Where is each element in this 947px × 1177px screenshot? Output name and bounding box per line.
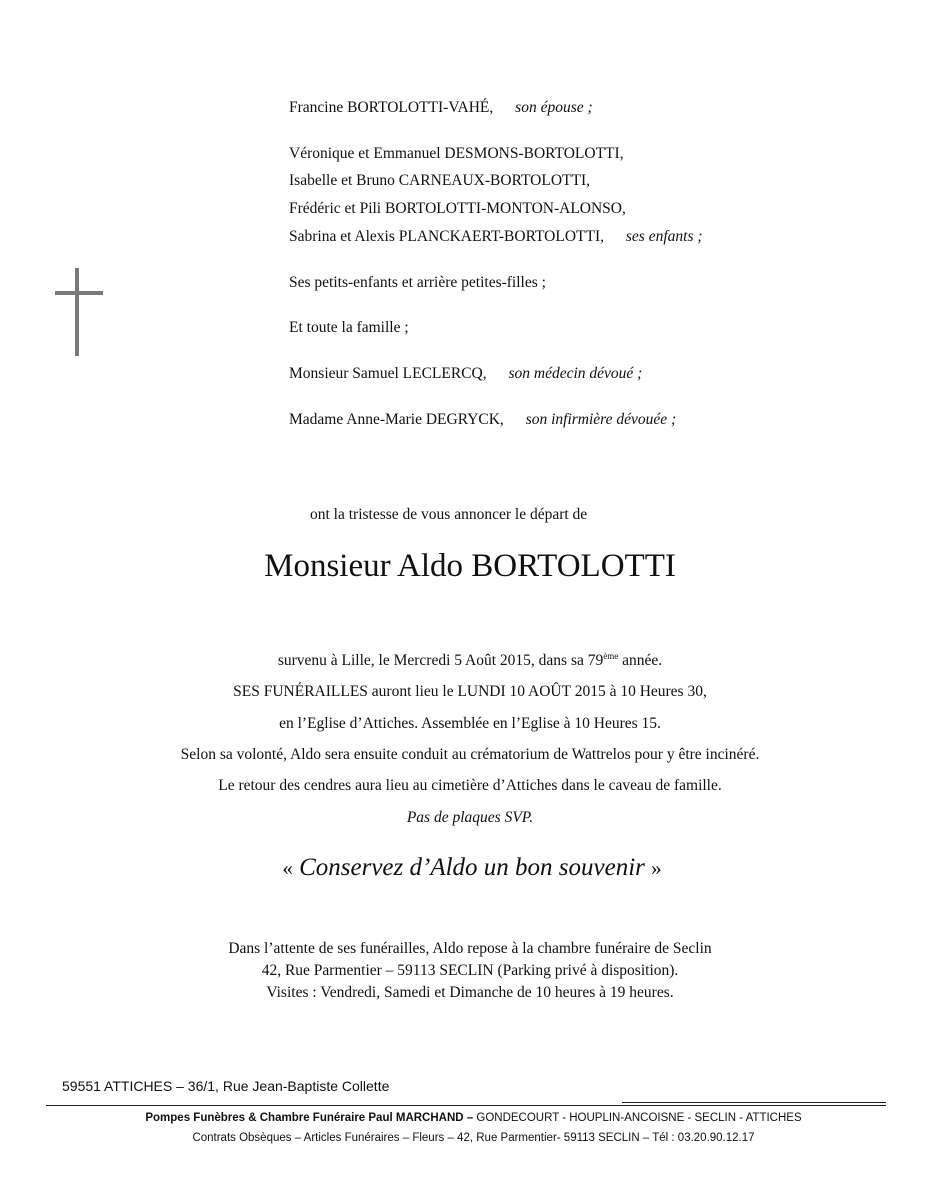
visitation-line-2: 42, Rue Parmentier – 59113 SECLIN (Parking privé à disposition). (261, 962, 679, 979)
child-name: Sabrina et Alexis PLANCKAERT-BORTOLOTTI, (289, 228, 605, 245)
death-line-end: année. (618, 652, 663, 669)
footer-company-line (0, 1112, 947, 1124)
deceased-name: Monsieur Aldo BORTOLOTTI (264, 548, 676, 584)
cross-horizontal-bar (55, 291, 103, 295)
child-line: Véronique et Emmanuel DESMONS-BORTOLOTTI, (289, 145, 624, 162)
child-line-last (289, 228, 703, 246)
nurse-role: son infirmière dévouée ; (525, 411, 677, 428)
memorial-quote (0, 854, 944, 882)
ashes-line: Le retour des cendres aura lieu au cimetière d’Attiches dans le caveau de famille. (218, 777, 722, 794)
ordinal-suffix: ème (603, 650, 619, 661)
footer-locations: GONDECOURT - HOUPLIN-ANCOISNE - SECLIN - ATTICHES (473, 1112, 802, 1124)
church-line: en l’Eglise d’Attiches. Assemblée en l’Eglise à 10 Heures 15. (279, 715, 661, 732)
spouse-name: Francine BORTOLOTTI-VAHÉ, (289, 99, 494, 116)
doctor-line (289, 365, 642, 383)
visitation-line-3: Visites : Vendredi, Samedi et Dimanche de 10 heures à 19 heures. (266, 984, 674, 1001)
signature-rule (622, 1102, 886, 1103)
visitation-line-1: Dans l’attente de ses funérailles, Aldo repose à la chambre funéraire de Seclin (228, 940, 712, 957)
quote-open: « (282, 856, 293, 880)
nurse-name: Madame Anne-Marie DEGRYCK, (289, 411, 504, 428)
doctor-name: Monsieur Samuel LECLERCQ, (289, 365, 487, 382)
no-plaques-line: Pas de plaques SVP. (406, 809, 534, 826)
spouse-role: son épouse ; (515, 99, 593, 116)
grandchildren-line: Ses petits-enfants et arrière petites-filles ; (289, 274, 546, 291)
funeral-line: SES FUNÉRAILLES auront lieu le LUNDI 10 AOÛT 2015 à 10 Heures 30, (233, 683, 707, 700)
announcement-intro: ont la tristesse de vous annoncer le départ de (310, 506, 588, 523)
cremation-line: Selon sa volonté, Aldo sera ensuite conduit au crématorium de Wattrelos pour y être incinéré. (180, 746, 760, 763)
child-line: Isabelle et Bruno CARNEAUX-BORTOLOTTI, (289, 172, 590, 189)
death-line (0, 652, 940, 670)
doctor-role: son médecin dévoué ; (508, 365, 643, 382)
death-line-start: survenu à Lille, le Mercredi 5 Août 2015, dans sa 79 (277, 652, 604, 669)
quote-text: Conservez d’Aldo un bon souvenir (299, 854, 645, 881)
children-role: ses enfants ; (625, 228, 703, 245)
footer-divider (46, 1105, 886, 1106)
family-address: 59551 ATTICHES – 36/1, Rue Jean-Baptiste Collette (62, 1078, 390, 1094)
family-line: Et toute la famille ; (289, 319, 409, 336)
nurse-line (289, 411, 676, 429)
quote-close: » (651, 856, 662, 880)
spouse-line (289, 99, 593, 117)
child-line: Frédéric et Pili BORTOLOTTI-MONTON-ALONSO, (289, 200, 626, 217)
footer-services: Contrats Obsèques – Articles Funéraires – Fleurs – 42, Rue Parmentier- 59113 SECLIN – Tél : 03.20.90.12.17 (192, 1132, 755, 1144)
cross-vertical-bar (75, 268, 79, 356)
footer-company: Pompes Funèbres & Chambre Funéraire Paul MARCHAND – (145, 1112, 474, 1124)
